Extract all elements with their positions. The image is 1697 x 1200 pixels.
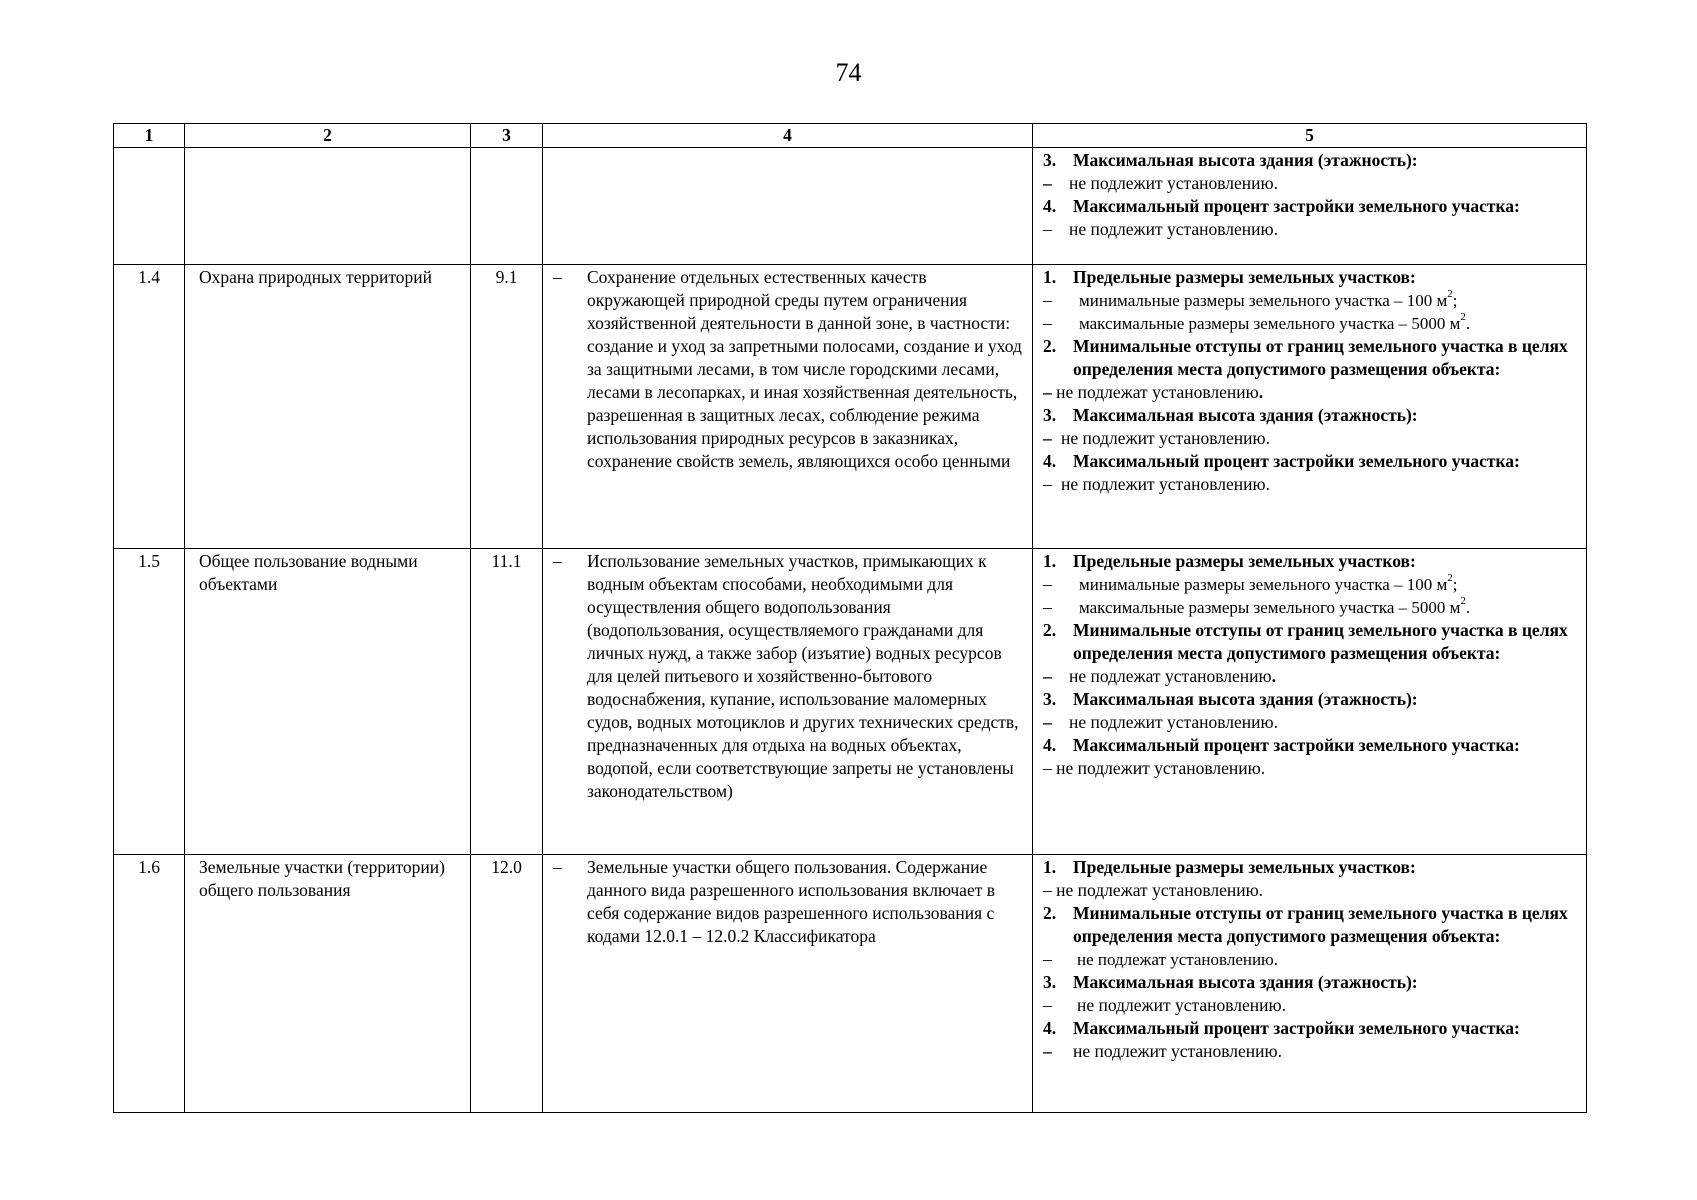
param-heading: 4. Максимальный процент застройки земельного участка: [1043,451,1520,471]
cell-parameters [1033,549,1587,855]
use-code: 9.1 [471,265,543,549]
cell-parameters [1033,855,1587,1113]
page-number: 74 [835,58,862,87]
param-heading: 2. Минимальные отступы от границ земельного участка в целях определения места допустимого размещения объекта: [1043,903,1568,946]
param-value: – не подлежит установлению. [1043,474,1270,494]
col-header-1: 1 [114,124,185,148]
param-heading: 4. Максимальный процент застройки земельного участка: [1043,196,1520,216]
param-value: – не подлежит установлению. [1043,428,1270,448]
param-heading: 1. Предельные размеры земельных участков: [1043,857,1416,877]
param-heading: 3. Максимальная высота здания (этажность): [1043,972,1418,992]
table-row [114,855,1587,1113]
row-number: 1.6 [114,855,185,1113]
param-value: – не подлежат установлению. [1043,666,1276,686]
param-value: – минимальные размеры земельного участка – 100 $м^2$; [1043,572,1458,594]
param-value: – не подлежит установлению. [1043,219,1278,239]
use-description-cell: – Земельные участки общего пользования. Содержание данного вида разрешенного использования включает в себя содержание видов разрешенного использования с кодами 12.0.1 – 12.0.2 Классификатора [543,855,1033,1113]
use-code: 12.0 [471,855,543,1113]
cell-parameters [1033,148,1587,265]
param-value: – не подлежат установлению. [1043,880,1264,900]
param-value: – не подлежит установлению. [1043,758,1266,778]
use-description-cell: – Сохранение отдельных естественных качеств окружающей природной среды путем ограничения хозяйственной деятельности в данной зоне, в частности: создание и уход за запретными полосами, создание и уход за защитными лесами, в том числе городскими лесами, лесами в лесопарках, и иная хозяйственная деятельность, разрешенная в защитных лесах, соблюдение режима использования природных ресурсов в заказниках, сохранение свойств земель, являющихся особо ценными [543,265,1033,549]
param-value: – не подлежит установлению. [1043,712,1278,732]
param-value: – минимальные размеры земельного участка – 100 $м^2$; [1043,288,1458,310]
use-name: Общее пользование водными объектами [185,549,471,855]
param-value: – не подлежат установлению. [1043,949,1279,969]
param-value: – максимальные размеры земельного участка – 5000 $м^2$. [1043,311,1471,333]
use-description-cell: – Использование земельных участков, примыкающих к водным объектам способами, необходимыми для осуществления общего водопользования (водопользования, осуществляемого гражданами для личных нужд, а также забор (изъятие) водных ресурсов для целей питьевого и хозяйственно-бытового водоснабжения, купание, использование маломерных судов, водных мотоциклов и других технических средств, предназначенных для отдыха на водных объектах, водопой, если соответствующие запреты не установлены законодательством) [543,549,1033,855]
use-name: Охрана природных территорий [185,265,471,549]
param-heading: 2. Минимальные отступы от границ земельного участка в целях определения места допустимого размещения объекта: [1043,336,1568,379]
cell-empty [114,148,185,265]
param-value: – не подлежит установлению. [1043,173,1278,193]
zoning-table [113,123,1587,1113]
use-name: Земельные участки (территории) общего пользования [185,855,471,1113]
cell-parameters [1033,265,1587,549]
table-row-continuation [114,148,1587,265]
row-number: 1.4 [114,265,185,549]
use-description: Сохранение отдельных естественных качеств окружающей природной среды путем ограничения хозяйственной деятельности в данной зоне, в частности: создание и уход за запретными полосами, создание и уход за защитными лесами, в том числе городскими лесами, лесами в лесопарках, и иная хозяйственная деятельность, разрешенная в защитных лесах, соблюдение режима использования природных ресурсов в заказниках, сохранение свойств земель, являющихся особо ценными [587,267,1022,471]
use-code: 11.1 [471,549,543,855]
param-value: – максимальные размеры земельного участка – 5000 $м^2$. [1043,595,1471,617]
col-header-4: 4 [543,124,1033,148]
param-heading: 4. Максимальный процент застройки земельного участка: [1043,735,1520,755]
param-heading: 1. Предельные размеры земельных участков: [1043,551,1416,571]
param-value: – не подлежит установлению. [1043,995,1286,1015]
param-heading: 1. Предельные размеры земельных участков: [1043,267,1416,287]
table-row [114,549,1587,855]
cell-empty [543,148,1033,265]
row-number: 1.5 [114,549,185,855]
param-heading: 3. Максимальная высота здания (этажность): [1043,689,1418,709]
use-description: Использование земельных участков, примыкающих к водным объектам способами, необходимыми для осуществления общего водопользования (водопользования, осуществляемого гражданами для личных нужд, а также забор (изъятие) водных ресурсов для целей питьевого и хозяйственно-бытового водоснабжения, купание, использование маломерных судов, водных мотоциклов и других технических средств, предназначенных для отдыха на водных объектах, водопой, если соответствующие запреты не установлены законодательством) [587,551,1019,801]
param-value: – не подлежат установлению. [1043,382,1264,402]
cell-empty [471,148,543,265]
col-header-2: 2 [185,124,471,148]
col-header-5: 5 [1033,124,1587,148]
param-heading: 3. Максимальная высота здания (этажность): [1043,405,1418,425]
table-header-row [114,124,1587,148]
table-row [114,265,1587,549]
param-heading: 3. Максимальная высота здания (этажность): [1043,150,1418,170]
param-heading: 2. Минимальные отступы от границ земельного участка в целях определения места допустимого размещения объекта: [1043,620,1568,663]
param-value: – не подлежит установлению. [1043,1041,1282,1061]
col-header-3: 3 [471,124,543,148]
param-heading: 4. Максимальный процент застройки земельного участка: [1043,1018,1520,1038]
cell-empty [185,148,471,265]
use-description: Земельные участки общего пользования. Содержание данного вида разрешенного использования включает в себя содержание видов разрешенного использования с кодами 12.0.1 – 12.0.2 Классификатора [587,857,996,946]
